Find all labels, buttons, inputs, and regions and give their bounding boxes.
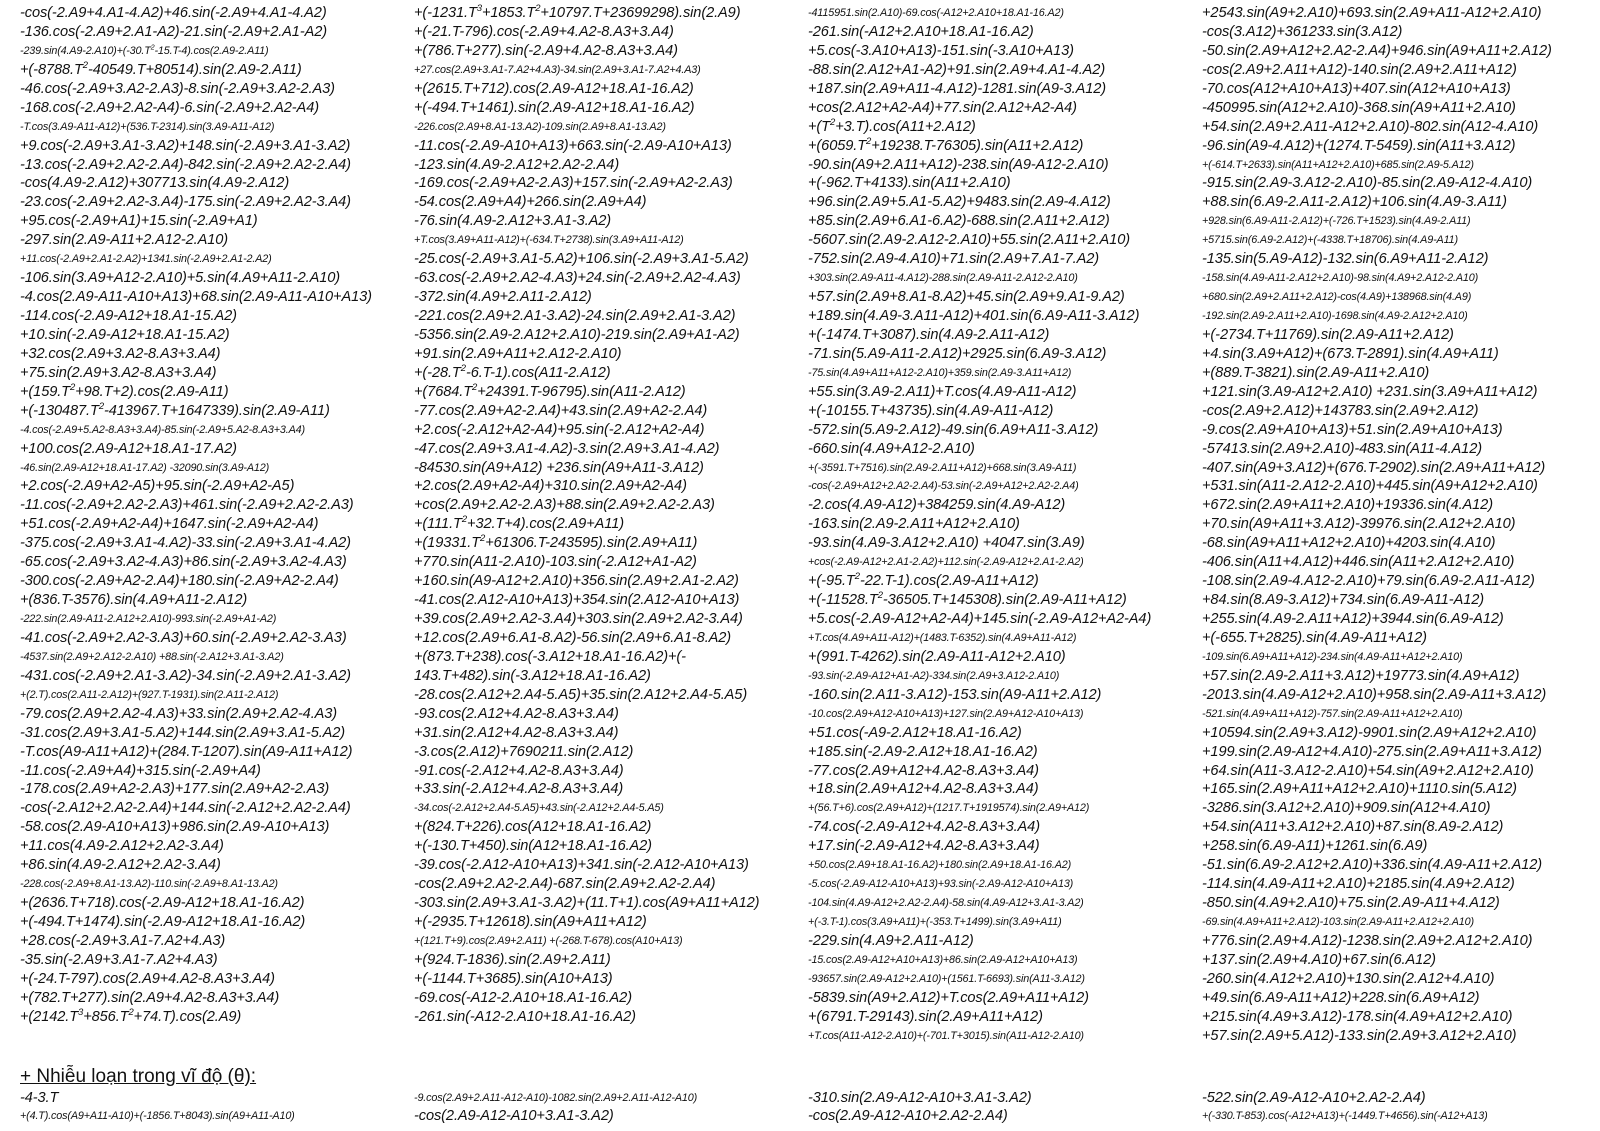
formula-line: +2.cos(2.A9+A2-A4)+310.sin(2.A9+A2-A4)	[414, 478, 687, 495]
formula-line: -68.sin(A9+A11+A12+2.A10)+4203.sin(4.A10)	[1202, 535, 1496, 552]
formula-line: -123.sin(4.A9-2.A12+2.A2-2.A4)	[414, 156, 620, 173]
formula-line: -25.cos(-2.A9+3.A1-5.A2)+106.sin(-2.A9+3.A1-5.A2)	[414, 251, 749, 268]
formula-line: +121.sin(3.A9-A12+2.A10) +231.sin(3.A9+A11+A12)	[1202, 383, 1538, 400]
formula-line: +33.sin(-2.A12+4.A2-8.A3+3.A4)	[414, 781, 624, 798]
formula-line: +770.sin(A11-2.A10)-103.sin(-2.A12+A1-A2)	[414, 554, 697, 571]
formula-line: -114.sin(4.A9-A11+2.A10)+2185.sin(4.A9+2.A12)	[1202, 876, 1515, 893]
formula-line: -88.sin(2.A12+A1-A2)+91.sin(2.A9+4.A1-4.A2)	[808, 61, 1106, 78]
formula-line: +86.sin(4.A9-2.A12+2.A2-3.A4)	[20, 857, 221, 874]
formula-line: -260.sin(4.A12+2.A10)+130.sin(2.A12+4.A10)	[1202, 970, 1495, 987]
formula-line: $-239.\sin(4.A9-2.A10)+(-30.T^2-15.T-4).\cos(2.A9-2.A11)$	[20, 44, 269, 57]
formula-line: +258.sin(6.A9-A11)+1261.sin(6.A9)	[1202, 838, 1428, 855]
formula-line: +(-1144.T+3685).sin(A10+A13)	[414, 970, 613, 987]
formula-line: -104.sin(4.A9-A12+2.A2-2.A4)-58.sin(4.A9-A12+3.A1-3.A2)	[808, 897, 1084, 910]
formula-line: -431.cos(-2.A9+2.A1-3.A2)-34.sin(-2.A9+2.A1-3.A2)	[20, 667, 351, 684]
formula-line: -cos(2.A9+2.A11+A12)-140.sin(2.A9+2.A11+A12)	[1202, 61, 1517, 78]
formula-line: -cos(2.A9+2.A12)+143783.sin(2.A9+2.A12)	[1202, 402, 1479, 419]
formula-line: +776.sin(2.A9+4.A12)-1238.sin(2.A9+2.A12+2.A10)	[1202, 932, 1533, 949]
formula-line: +(-3.T-1).cos(3.A9+A11)+(-353.T+1499).sin(3.A9+A11)	[808, 916, 1062, 928]
formula-line: +303.sin(2.A9-A11-4.A12)-288.sin(2.A9-A11-2.A12-2.A10)	[808, 272, 1078, 285]
formula-line: -222.sin(2.A9-A11-2.A12+2.A10)-993.sin(-2.A9+A1-A2)	[20, 613, 277, 625]
formula-line: $+(111.T^2+32.T+4).\cos(2.A9+A11)$	[414, 515, 624, 533]
formula-column-1	[20, 4, 400, 1027]
formula-line: +(782.T+277).sin(2.A9+4.A2-8.A3+3.A4)	[20, 989, 280, 1006]
formula-line: -192.sin(2.A9-2.A11+2.A10)-1698.sin(4.A9-2.A12+2.A10)	[1202, 310, 1468, 322]
formula-line: -4-3.T	[20, 1090, 59, 1106]
formula-line: -cos(2.A9-A12-A10+2.A2-2.A4)	[808, 1108, 1008, 1124]
formula-line: -34.cos(-2.A12+2.A4-5.A5)+43.sin(-2.A12+2.A4-5.A5)	[414, 802, 664, 815]
formula-line: +(924.T-1836).sin(2.A9+2.A11)	[414, 951, 611, 968]
bottom-formula-column-3	[808, 1089, 1188, 1125]
formula-line: +680.sin(2.A9+2.A11+2.A12)-cos(4.A9)+138968.sin(4.A9)	[1202, 291, 1472, 304]
formula-line: -84530.sin(A9+A12) +236.sin(A9+A11-3.A12)	[414, 459, 704, 476]
formula-line: +255.sin(4.A9-2.A11+A12)+3944.sin(6.A9-A12)	[1202, 611, 1504, 627]
formula-line: -93.sin(-2.A9-A12+A1-A2)-334.sin(2.A9+3.A12-2.A10)	[808, 669, 1060, 682]
formula-line: -71.sin(5.A9-A11-2.A12)+2925.sin(6.A9-3.A12)	[808, 345, 1107, 362]
formula-line: +12.cos(2.A9+6.A1-8.A2)-56.sin(2.A9+6.A1-8.A2)	[414, 629, 732, 646]
formula-line: +11.cos(-2.A9+2.A1-2.A2)+1341.sin(-2.A9+2.A1-2.A2)	[20, 253, 272, 266]
formula-line: $+(-130487.T^2-413967.T+1647339).\sin(2.A9-A11)$	[20, 401, 330, 419]
formula-line: -46.sin(2.A9-A12+18.A1-17.A2) -32090.sin(3.A9-A12)	[20, 461, 270, 474]
formula-line: -226.cos(2.A9+8.A1-13.A2)-109.sin(2.A9+8.A1-13.A2)	[414, 120, 666, 133]
formula-line: -4537.sin(2.A9+2.A12-2.A10) +88.sin(-2.A12+3.A1-3.A2)	[20, 650, 284, 663]
formula-line: -106.sin(3.A9+A12-2.A10)+5.sin(4.A9+A11-2.A10)	[20, 270, 341, 287]
formula-line: $+(T^2+3.T).\cos(A11+2.A12)$	[808, 117, 976, 135]
formula-line: -28.cos(2.A12+2.A4-5.A5)+35.sin(2.A12+2.A4-5.A5)	[414, 686, 748, 703]
formula-line: $+(19331.T^2+61306.T-243595).\sin(2.A9+A11)$	[414, 534, 698, 552]
formula-line: -406.sin(A11+4.A12)+446.sin(A11+2.A12+2.A10)	[1202, 554, 1515, 571]
formula-line: +(-962.T+4133).sin(A11+2.A10)	[808, 175, 1011, 192]
formula-line: +187.sin(2.A9+A11-4.A12)-1281.sin(A9-3.A12)	[808, 80, 1107, 97]
formula-line: +(-330.T-853).cos(-A12+A13)+(-1449.T+4656).sin(-A12+A13)	[1202, 1110, 1488, 1122]
formula-line: -4.cos(2.A9-A11-A10+A13)+68.sin(2.A9-A11-A10+A13)	[20, 289, 372, 306]
formula-line: -160.sin(2.A11-3.A12)-153.sin(A9-A11+2.A12)	[808, 686, 1102, 703]
formula-line: +(-655.T+2825).sin(4.A9-A11+A12)	[1202, 629, 1427, 646]
formula-line: +18.sin(2.A9+A12+4.A2-8.A3+3.A4)	[808, 781, 1039, 798]
formula-line: -310.sin(2.A9-A12-A10+3.A1-3.A2)	[808, 1090, 1032, 1106]
formula-line: -15.cos(2.A9-A12+A10+A13)+86.sin(2.A9-A12+A10+A13)	[808, 953, 1078, 966]
formula-line: -69.cos(-A12-2.A10+18.A1-16.A2)	[414, 989, 632, 1006]
formula-line: +4.sin(3.A9+A12)+(673.T-2891).sin(4.A9+A11)	[1202, 345, 1499, 362]
formula-line: -158.sin(4.A9-A11-2.A12+2.A10)-98.sin(4.A9+2.A12-2.A10)	[1202, 272, 1479, 285]
formula-line: -228.cos(-2.A9+8.A1-13.A2)-110.sin(-2.A9+8.A1-13.A2)	[20, 878, 278, 891]
formula-line: +(836.T-3576).sin(4.A9+A11-2.A12)	[20, 592, 248, 609]
formula-line: +10594.sin(2.A9+3.A12)-9901.sin(2.A9+A12+2.A10)	[1202, 724, 1537, 741]
formula-line: -3.cos(2.A12)+7690211.sin(2.A12)	[414, 743, 634, 760]
formula-line: +(-130.T+450).sin(A12+18.A1-16.A2)	[414, 838, 652, 855]
formula-line: -915.sin(2.A9-3.A12-2.A10)-85.sin(2.A9-A12-4.A10)	[1202, 175, 1533, 192]
formula-line: -54.cos(2.A9+A4)+266.sin(2.A9+A4)	[414, 194, 647, 211]
formula-line: -163.sin(2.A9-2.A11+A12+2.A10)	[808, 516, 1020, 533]
formula-line: -169.cos(-2.A9+A2-2.A3)+157.sin(-2.A9+A2-2.A3)	[414, 175, 733, 192]
formula-line: +(-21.T-796).cos(-2.A9+4.A2-8.A3+3.A4)	[414, 23, 674, 40]
formula-line: -375.cos(-2.A9+3.A1-4.A2)-33.sin(-2.A9+3.A1-4.A2)	[20, 535, 351, 552]
formula-line: -31.cos(2.A9+3.A1-5.A2)+144.sin(2.A9+3.A1-5.A2)	[20, 724, 346, 741]
formula-line: +5.cos(-3.A10+A13)-151.sin(-3.A10+A13)	[808, 42, 1074, 59]
formula-line: +84.sin(8.A9-3.A12)+734.sin(6.A9-A11-A12)	[1202, 592, 1484, 609]
formula-column-4	[1202, 4, 1592, 1046]
formula-line: +27.cos(2.A9+3.A1-7.A2+4.A3)-34.sin(2.A9+3.A1-7.A2+4.A3)	[414, 63, 701, 76]
formula-line: +5.cos(-2.A9-A12+A2-A4)+145.sin(-2.A9-A12+A2-A4)	[808, 611, 1152, 627]
formula-line: -2.cos(4.A9-A12)+384259.sin(4.A9-A12)	[808, 497, 1066, 514]
formula-line: +(889.T-3821).sin(2.A9-A11+2.A10)	[1202, 364, 1430, 381]
formula-line: $+(-11528.T^2-36505.T+145308).\sin(2.A9-A11+A12)$	[808, 591, 1127, 609]
formula-line: +50.cos(2.A9+18.A1-16.A2)+180.sin(2.A9+18.A1-16.A2)	[808, 859, 1072, 872]
formula-line: -2013.sin(4.A9-A12+2.A10)+958.sin(2.A9-A11+3.A12)	[1202, 686, 1547, 703]
formula-line: -93.sin(4.A9-3.A12+2.A10) +4047.sin(3.A9)	[808, 535, 1085, 552]
section-heading-latitude-perturbation: + Nhiễu loạn trong vĩ độ (θ):	[20, 1066, 257, 1087]
formula-line: +189.sin(4.A9-3.A11-A12)+401.sin(6.A9-A11-3.A12)	[808, 308, 1140, 324]
formula-line: -91.cos(-2.A12+4.A2-8.A3+3.A4)	[414, 762, 624, 779]
formula-line: -5607.sin(2.A9-2.A12-2.A10)+55.sin(2.A11+2.A10)	[808, 232, 1130, 249]
formula-line: -cos(2.A9-A12-A10+3.A1-3.A2)	[414, 1108, 614, 1124]
formula-line: +57.sin(2.A9+8.A1-8.A2)+45.sin(2.A9+9.A1-9.A2)	[808, 289, 1125, 306]
formula-line: -11.cos(-2.A9+2.A2-2.A3)+461.sin(-2.A9+2.A2-2.A3)	[20, 497, 354, 514]
formula-line: +(2615.T+712).cos(2.A9-A12+18.A1-16.A2)	[414, 80, 694, 97]
formula-line: -10.cos(2.A9+A12-A10+A13)+127.sin(2.A9+A12-A10+A13)	[808, 707, 1084, 720]
formula-line: +(2.T).cos(2.A11-2.A12)+(927.T-1931).sin(2.A11-2.A12)	[20, 688, 279, 701]
formula-line: -261.sin(-A12-2.A10+18.A1-16.A2)	[414, 1008, 636, 1025]
formula-line: -178.cos(2.A9+A2-2.A3)+177.sin(2.A9+A2-2.A3)	[20, 781, 330, 798]
formula-line: +(-2734.T+11769).sin(2.A9-A11+2.A12)	[1202, 326, 1454, 343]
formula-line: -5839.sin(A9+2.A12)+T.cos(2.A9+A11+A12)	[808, 989, 1089, 1006]
formula-line: -23.cos(-2.A9+2.A2-3.A4)-175.sin(-2.A9+2.A2-3.A4)	[20, 194, 351, 211]
formula-line: -168.cos(-2.A9+2.A2-A4)-6.sin(-2.A9+2.A2-A4)	[20, 99, 319, 116]
formula-line: +cos(-2.A9-A12+2.A1-2.A2)+112.sin(-2.A9-A12+2.A1-2.A2)	[808, 556, 1084, 569]
formula-line: -41.cos(-2.A9+2.A2-3.A3)+60.sin(-2.A9+2.A2-3.A3)	[20, 629, 347, 646]
formula-line: +88.sin(6.A9-2.A11-2.A12)+106.sin(4.A9-3.A11)	[1202, 194, 1507, 211]
formula-line: -660.sin(4.A9+A12-2.A10)	[808, 440, 975, 457]
formula-line: +(824.T+226).cos(A12+18.A1-16.A2)	[414, 819, 652, 836]
formula-column-2	[414, 4, 794, 1027]
formula-line: -57413.sin(2.A9+2.A10)-483.sin(A11-4.A12)	[1202, 440, 1482, 457]
formula-line: $+(-95.T^2-22.T-1).\cos(2.A9-A11+A12)$	[808, 572, 1039, 590]
formula-line: -69.sin(4.A9+A11+2.A12)-103.sin(2.A9-A11+2.A12+2.A10)	[1202, 916, 1474, 928]
formula-line: -4.cos(-2.A9+5.A2-8.A3+3.A4)-85.sin(-2.A9+5.A2-8.A3+3.A4)	[20, 423, 305, 436]
formula-line: $+(-1231.T^3+1853.T^2+10797.T+23699298).\sin(2.A9)$	[414, 4, 741, 21]
formula-line: +85.sin(2.A9+6.A1-6.A2)-688.sin(2.A11+2.A12)	[808, 213, 1110, 230]
formula-line: -cos(-2.A12+2.A2-2.A4)+144.sin(-2.A12+2.A2-2.A4)	[20, 800, 351, 817]
formula-line: +199.sin(2.A9-A12+4.A10)-275.sin(2.A9+A11+3.A12)	[1202, 743, 1542, 760]
formula-line: -136.cos(-2.A9+2.A1-A2)-21.sin(-2.A9+2.A1-A2)	[20, 23, 327, 40]
formula-line: +31.sin(2.A12+4.A2-8.A3+3.A4)	[414, 724, 619, 741]
formula-line: -cos(4.A9-2.A12)+307713.sin(4.A9-2.A12)	[20, 175, 290, 192]
formula-line: +(121.T+9).cos(2.A9+2.A11) +(-268.T-678).cos(A10+A13)	[414, 934, 683, 947]
formula-line: $+(6059.T^2+19238.T-76305).\sin(A11+2.A12)$	[808, 136, 1084, 154]
formula-line: +(4.T).cos(A9+A11-A10)+(-1856.T+8043).sin(A9+A11-A10)	[20, 1110, 295, 1122]
formula-line: -9.cos(2.A9+A10+A13)+51.sin(2.A9+A10+A13)	[1202, 421, 1503, 438]
formula-line: -63.cos(-2.A9+2.A2-4.A3)+24.sin(-2.A9+2.A2-4.A3)	[414, 270, 741, 287]
formula-line: $+(-8788.T^2-40549.T+80514).\sin(2.A9-2.A11)$	[20, 60, 302, 78]
formula-line: +100.cos(2.A9-A12+18.A1-17.A2)	[20, 440, 237, 457]
formula-line: -109.sin(6.A9+A11+A12)-234.sin(4.A9-A11+A12+2.A10)	[1202, 650, 1463, 663]
formula-line: +55.sin(3.A9-2.A11)+T.cos(4.A9-A11-A12)	[808, 383, 1077, 400]
formula-line: +(873.T+238).cos(-3.A12+18.A1-16.A2)+(-	[414, 648, 686, 665]
formula-line: +(-494.T+1461).sin(2.A9-A12+18.A1-16.A2)	[414, 99, 695, 116]
formula-line: -261.sin(-A12+2.A10+18.A1-16.A2)	[808, 23, 1034, 40]
formula-line: +cos(2.A9+2.A2-2.A3)+88.sin(2.A9+2.A2-2.A3)	[414, 497, 715, 514]
formula-line: -521.sin(4.A9+A11+A12)-757.sin(2.A9-A11+A12+2.A10)	[1202, 707, 1463, 720]
formula-line: -11.cos(-2.A9+A4)+315.sin(-2.A9+A4)	[20, 762, 261, 779]
formula-line: +(-2935.T+12618).sin(A9+A11+A12)	[414, 914, 647, 930]
formula-line: $+(159.T^2+98.T+2).\cos(2.A9-A11)$	[20, 382, 229, 400]
formula-line: $+(2142.T^3+856.T^2+74.T).\cos(2.A9)$	[20, 1007, 242, 1025]
formula-line: +9.cos(-2.A9+3.A1-3.A2)+148.sin(-2.A9+3.A1-3.A2)	[20, 137, 351, 154]
formula-line: +672.sin(2.A9+A11+2.A10)+19336.sin(4.A12)	[1202, 497, 1493, 514]
formula-line: +(-10155.T+43735).sin(4.A9-A11-A12)	[808, 402, 1054, 419]
formula-column-3	[808, 4, 1188, 1046]
formula-line: -11.cos(-2.A9-A10+A13)+663.sin(-2.A9-A10+A13)	[414, 137, 732, 154]
formula-line: +2543.sin(A9+2.A10)+693.sin(2.A9+A11-A12+2.A10)	[1202, 5, 1542, 21]
formula-line: +(991.T-4262).sin(2.A9-A11-A12+2.A10)	[808, 648, 1066, 665]
formula-line: +(786.T+277).sin(-2.A9+4.A2-8.A3+3.A4)	[414, 42, 678, 59]
formula-line: +95.cos(-2.A9+A1)+15.sin(-2.A9+A1)	[20, 213, 258, 230]
formula-line: -5356.sin(2.A9-2.A12+2.A10)-219.sin(2.A9+A1-A2)	[414, 326, 740, 343]
formula-line: +2.cos(-2.A12+A2-A4)+95.sin(-2.A12+A2-A4)	[414, 421, 705, 438]
formula-line: +91.sin(2.A9+A11+2.A12-2.A10)	[414, 345, 622, 362]
formula-line: -3286.sin(3.A12+2.A10)+909.sin(A12+4.A10)	[1202, 800, 1491, 817]
formula-line: -221.cos(2.A9+2.A1-3.A2)-24.sin(2.A9+2.A1-3.A2)	[414, 308, 736, 324]
formula-line: -cos(3.A12)+361233.sin(3.A12)	[1202, 23, 1403, 40]
formula-line: +28.cos(-2.A9+3.A1-7.A2+4.A3)	[20, 932, 226, 949]
formula-line: +137.sin(2.A9+4.A10)+67.sin(6.A12)	[1202, 951, 1436, 968]
formula-line: -77.cos(2.A9+A12+4.A2-8.A3+3.A4)	[808, 762, 1039, 779]
formula-line: +531.sin(A11-2.A12-2.A10)+445.sin(A9+A12+2.A10)	[1202, 478, 1538, 495]
formula-line: +10.sin(-2.A9-A12+18.A1-15.A2)	[20, 326, 230, 343]
formula-line: -93657.sin(2.A9-A12+2.A10)+(1561.T-6693).sin(A11-3.A12)	[808, 972, 1085, 985]
formula-line: -297.sin(2.A9-A11+2.A12-2.A10)	[20, 232, 229, 249]
formula-line: -70.cos(A12+A10+A13)+407.sin(A12+A10+A13)	[1202, 80, 1511, 97]
formula-line: +75.sin(2.A9+3.A2-8.A3+3.A4)	[20, 364, 217, 381]
formula-line: +(6791.T-29143).sin(2.A9+A11+A12)	[808, 1008, 1043, 1025]
formula-line: -T.cos(3.A9-A11-A12)+(536.T-2314).sin(3.A9-A11-A12)	[20, 120, 275, 133]
formula-line: +2.cos(-2.A9+A2-A5)+95.sin(-2.A9+A2-A5)	[20, 478, 295, 495]
formula-line: -450995.sin(A12+2.A10)-368.sin(A9+A11+2.A10)	[1202, 99, 1516, 116]
formula-line: +96.sin(2.A9+5.A1-5.A2)+9483.sin(2.A9-4.A12)	[808, 194, 1111, 211]
formula-line: -407.sin(A9+3.A12)+(676.T-2902).sin(2.A9+A11+A12)	[1202, 459, 1546, 476]
formula-line: -9.cos(2.A9+2.A11-A12-A10)-1082.sin(2.A9+2.A11-A12-A10)	[414, 1092, 698, 1104]
formula-line: +39.cos(2.A9+2.A2-3.A4)+303.sin(2.A9+2.A2-3.A4)	[414, 611, 743, 627]
formula-line: -13.cos(-2.A9+2.A2-2.A4)-842.sin(-2.A9+2.A2-2.A4)	[20, 156, 351, 173]
bottom-formula-column-2	[414, 1089, 794, 1125]
formula-line: +(-494.T+1474).sin(-2.A9-A12+18.A1-16.A2)	[20, 914, 306, 930]
formula-line: -96.sin(A9-4.A12)+(1274.T-5459).sin(A11+3.A12)	[1202, 137, 1516, 154]
formula-line: -cos(2.A9+2.A2-2.A4)-687.sin(2.A9+2.A2-2.A4)	[414, 876, 716, 893]
formula-line: -41.cos(2.A12-A10+A13)+354.sin(2.A12-A10+A13)	[414, 592, 740, 609]
formula-line: -46.cos(-2.A9+3.A2-2.A3)-8.sin(-2.A9+3.A2-2.A3)	[20, 80, 335, 97]
formula-line: +165.sin(2.A9+A11+A12+2.A10)+1110.sin(5.A12)	[1202, 781, 1517, 798]
formula-line: -5.cos(-2.A9-A12-A10+A13)+93.sin(-2.A9-A12-A10+A13)	[808, 878, 1074, 891]
formula-line: +160.sin(A9-A12+2.A10)+356.sin(2.A9+2.A1-2.A2)	[414, 573, 739, 590]
formula-line: +70.sin(A9+A11+3.A12)-39976.sin(2.A12+2.A10)	[1202, 516, 1516, 533]
formula-line: +51.cos(-2.A9+A2-A4)+1647.sin(-2.A9+A2-A4)	[20, 516, 319, 533]
formula-line: +57.sin(2.A9+5.A12)-133.sin(2.A9+3.A12+2.A10)	[1202, 1027, 1517, 1044]
formula-line: +11.cos(4.A9-2.A12+2.A2-3.A4)	[20, 838, 224, 855]
formula-line: +T.cos(4.A9+A11-A12)+(1483.T-6352).sin(4.A9+A11-A12)	[808, 631, 1077, 644]
formula-line: +32.cos(2.A9+3.A2-8.A3+3.A4)	[20, 345, 221, 362]
formula-line: -850.sin(4.A9+2.A10)+75.sin(2.A9-A11+4.A12)	[1202, 895, 1500, 912]
formula-line: -74.cos(-2.A9-A12+4.A2-8.A3+3.A4)	[808, 819, 1040, 836]
formula-line: +54.sin(2.A9+2.A11-A12+2.A10)-802.sin(A12-4.A10)	[1202, 118, 1539, 135]
formula-line: +57.sin(2.A9-2.A11+3.A12)+19773.sin(4.A9+A12)	[1202, 667, 1520, 684]
formula-line: -79.cos(2.A9+2.A2-4.A3)+33.sin(2.A9+2.A2-4.A3)	[20, 705, 338, 722]
formula-line: +5715.sin(6.A9-2.A12)+(-4338.T+18706).sin(4.A9-A11)	[1202, 234, 1458, 247]
formula-line: -229.sin(4.A9+2.A11-A12)	[808, 932, 974, 949]
formula-line: +51.cos(-A9-2.A12+18.A1-16.A2)	[808, 724, 1022, 741]
formula-line: +(-614.T+2633).sin(A11+A12+2.A10)+685.sin(2.A9-5.A12)	[1202, 158, 1474, 171]
formula-line: -114.cos(-2.A9-A12+18.A1-15.A2)	[20, 308, 237, 324]
formula-line: $+(7684.T^2+24391.T-96795).\sin(A11-2.A12)$	[414, 382, 686, 400]
formula-line: -cos(-2.A9+4.A1-4.A2)+46.sin(-2.A9+4.A1-4.A2)	[20, 5, 327, 21]
formula-line: -90.sin(A9+2.A11+A12)-238.sin(A9-A12-2.A10)	[808, 156, 1109, 173]
formula-line: -372.sin(4.A9+2.A11-2.A12)	[414, 289, 592, 306]
formula-line: -51.sin(6.A9-2.A12+2.A10)+336.sin(4.A9-A11+2.A12)	[1202, 857, 1543, 874]
formula-line: +54.sin(A11+3.A12+2.A10)+87.sin(8.A9-2.A12)	[1202, 819, 1504, 836]
formula-line: +185.sin(-2.A9-2.A12+18.A1-16.A2)	[808, 743, 1038, 760]
formula-line: -50.sin(2.A9+A12+2.A2-2.A4)+946.sin(A9+A11+2.A12)	[1202, 42, 1552, 59]
formula-line: +T.cos(3.A9+A11-A12)+(-634.T+2738).sin(3.A9+A11-A12)	[414, 234, 684, 247]
formula-line: +(-24.T-797).cos(2.A9+4.A2-8.A3+3.A4)	[20, 970, 275, 987]
bottom-formula-column-4	[1202, 1089, 1592, 1125]
formula-line: -303.sin(2.A9+3.A1-3.A2)+(11.T+1).cos(A9+A11+A12)	[414, 895, 760, 912]
formula-line: -93.cos(2.A12+4.A2-8.A3+3.A4)	[414, 705, 619, 722]
formula-line: -572.sin(5.A9-2.A12)-49.sin(6.A9+A11-3.A12)	[808, 421, 1099, 438]
formula-line: -108.sin(2.A9-4.A12-2.A10)+79.sin(6.A9-2.A11-A12)	[1202, 573, 1535, 590]
formula-line: +49.sin(6.A9-A11+A12)+228.sin(6.A9+A12)	[1202, 989, 1480, 1006]
formula-line: +17.sin(-2.A9-A12+4.A2-8.A3+3.A4)	[808, 838, 1040, 855]
formula-line: +64.sin(A11-3.A12-2.A10)+54.sin(A9+2.A12+2.A10)	[1202, 762, 1534, 779]
formula-line: -47.cos(2.A9+3.A1-4.A2)-3.sin(2.A9+3.A1-4.A2)	[414, 440, 720, 457]
bottom-formula-column-1	[20, 1089, 400, 1125]
formula-line: $+(-28.T^2-6.T-1).\cos(A11-2.A12)$	[414, 363, 611, 381]
formula-line: -522.sin(2.A9-A12-A10+2.A2-2.A4)	[1202, 1090, 1426, 1106]
formula-line: 143.T+482).sin(-3.A12+18.A1-16.A2)	[414, 667, 651, 684]
formula-line: -752.sin(2.A9-4.A10)+71.sin(2.A9+7.A1-7.A2)	[808, 251, 1099, 268]
formula-line: -65.cos(-2.A9+3.A2-4.A3)+86.sin(-2.A9+3.A2-4.A3)	[20, 554, 347, 571]
formula-line: +(56.T+6).cos(2.A9+A12)+(1217.T+1919574).sin(2.A9+A12)	[808, 802, 1090, 815]
formula-line: +215.sin(4.A9+3.A12)-178.sin(4.A9+A12+2.A10)	[1202, 1008, 1513, 1025]
formula-line: -39.cos(-2.A12-A10+A13)+341.sin(-2.A12-A10+A13)	[414, 857, 749, 874]
formula-line: -58.cos(2.A9-A10+A13)+986.sin(2.A9-A10+A13)	[20, 819, 330, 836]
formula-line: -75.sin(4.A9+A11+A12-2.A10)+359.sin(2.A9-3.A11+A12)	[808, 366, 1072, 379]
formula-line: +928.sin(6.A9-A11-2.A12)+(-726.T+1523).sin(4.A9-2.A11)	[1202, 215, 1471, 228]
formula-line: -76.sin(4.A9-2.A12+3.A1-3.A2)	[414, 213, 612, 230]
formula-line: -300.cos(-2.A9+A2-2.A4)+180.sin(-2.A9+A2-2.A4)	[20, 573, 339, 590]
formula-line: +(2636.T+718).cos(-2.A9-A12+18.A1-16.A2)	[20, 895, 305, 912]
formula-line: -T.cos(A9-A11+A12)+(284.T-1207).sin(A9-A11+A12)	[20, 743, 353, 760]
formula-line: +cos(2.A12+A2-A4)+77.sin(2.A12+A2-A4)	[808, 99, 1077, 116]
formula-line: -cos(-2.A9+A12+2.A2-2.A4)-53.sin(-2.A9+A12+2.A2-2.A4)	[808, 480, 1079, 493]
formula-line: -4115951.sin(2.A10)-69.cos(-A12+2.A10+18.A1-16.A2)	[808, 7, 1064, 19]
formula-line: -135.sin(5.A9-A12)-132.sin(6.A9+A11-2.A12)	[1202, 251, 1489, 268]
formula-line: +T.cos(A11-A12-2.A10)+(-701.T+3015).sin(A11-A12-2.A10)	[808, 1029, 1084, 1042]
formula-line: +(-1474.T+3087).sin(4.A9-2.A11-A12)	[808, 326, 1050, 343]
formula-line: +(-3591.T+7516).sin(2.A9-2.A11+A12)+668.sin(3.A9-A11)	[808, 461, 1077, 474]
formula-line: -35.sin(-2.A9+3.A1-7.A2+4.A3)	[20, 951, 218, 968]
formula-line: -77.cos(2.A9+A2-2.A4)+43.sin(2.A9+A2-2.A4)	[414, 402, 708, 419]
